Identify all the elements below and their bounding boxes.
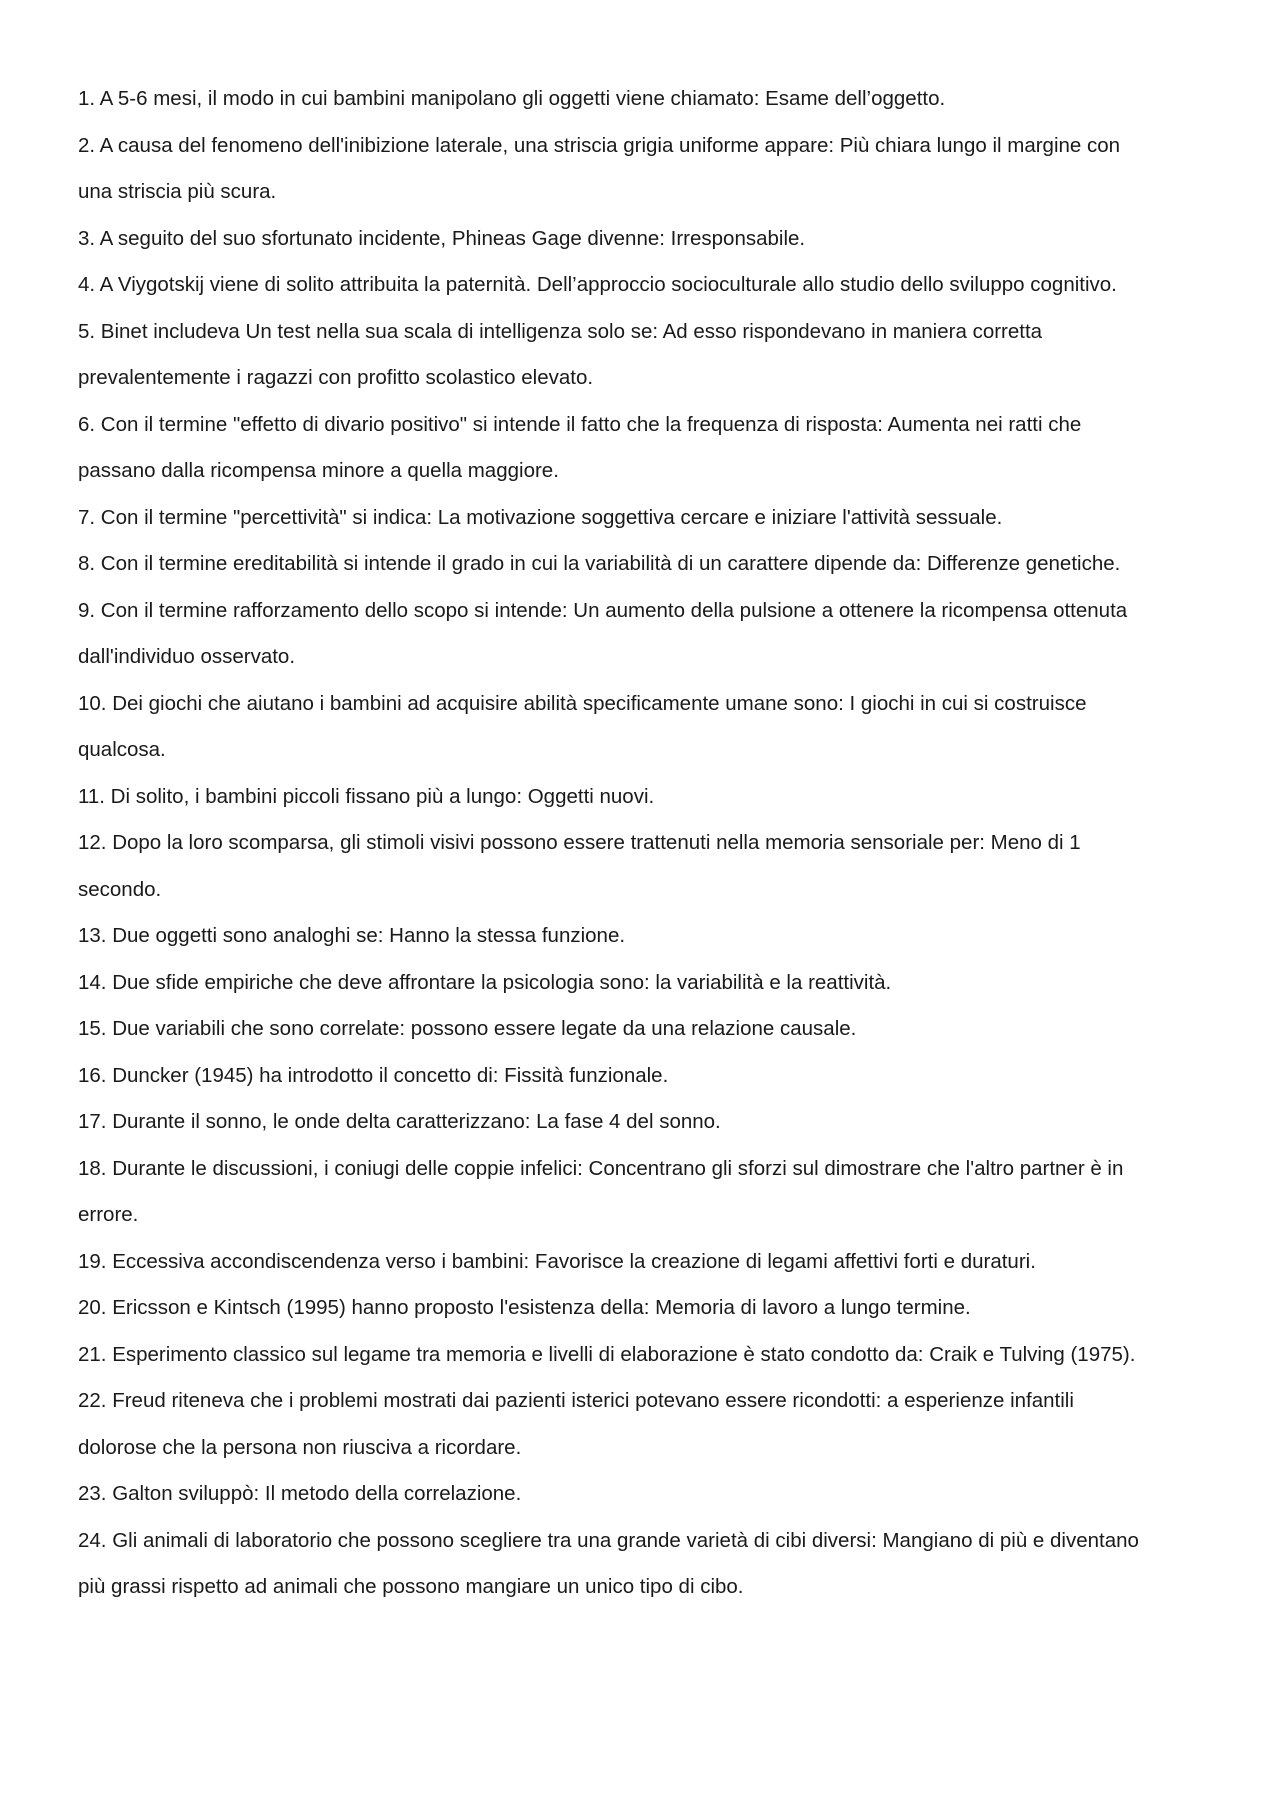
list-item: 19. Eccessiva accondiscendenza verso i bambini: Favorisce la creazione di legami affettivi forti e duraturi. — [78, 1249, 1036, 1273]
list-item: 8. Con il termine ereditabilità si intende il grado in cui la variabilità di un carattere dipende da: Differenze genetiche. — [78, 552, 1121, 575]
list-item: 3. A seguito del suo sfortunato incidente, Phineas Gage divenne: Irresponsabile. — [78, 226, 806, 250]
list-item: 1. A 5-6 mesi, il modo in cui bambini manipolano gli oggetti viene chiamato: Esame dell’oggetto. — [78, 87, 946, 110]
list-item: 4. A Viygotskij viene di solito attribuita la paternità. Dell’approccio socioculturale allo studio dello sviluppo cognitivo. — [78, 273, 1117, 296]
list-item: 12. Dopo la loro scomparsa, gli stimoli visivi possono essere trattenuti nella memoria sensoriale per: Meno di 1 secondo. — [78, 831, 1081, 901]
list-item: 22. Freud riteneva che i problemi mostrati dai pazienti isterici potevano essere ricondotti: a esperienze infantili dolorose che la persona non riusciva a ricordare. — [78, 1389, 1074, 1459]
list-item: 7. Con il termine "percettività" si indica: La motivazione soggettiva cercare e iniziare l'attività sessuale. — [78, 505, 1003, 529]
list-item: 21. Esperimento classico sul legame tra memoria e livelli di elaborazione è stato condotto da: Craik e Tulving (1975). — [78, 1342, 1136, 1366]
list-item: 20. Ericsson e Kintsch (1995) hanno proposto l'esistenza della: Memoria di lavoro a lungo termine. — [78, 1296, 971, 1319]
list-item: 24. Gli animali di laboratorio che possono scegliere tra una grande varietà di cibi diversi: Mangiano di più e diventano più grassi rispetto ad animali che possono mangiare un unico tipo di cibo. — [78, 1528, 1139, 1598]
list-item: 17. Durante il sonno, le onde delta caratterizzano: La fase 4 del sonno. — [78, 1110, 721, 1133]
question-list — [78, 76, 1143, 1611]
list-item: 2. A causa del fenomeno dell'inibizione laterale, una striscia grigia uniforme appare: Più chiara lungo il margine con una striscia più scura. — [78, 133, 1121, 203]
list-item: 5. Binet includeva Un test nella sua scala di intelligenza solo se: Ad esso rispondevano in maniera corretta prevalentemente i ragazzi con profitto scolastico elevato. — [78, 319, 1043, 389]
list-item: 15. Due variabili che sono correlate: possono essere legate da una relazione causale. — [78, 1017, 857, 1040]
list-item: 13. Due oggetti sono analoghi se: Hanno la stessa funzione. — [78, 924, 626, 947]
list-item: 23. Galton sviluppò: Il metodo della correlazione. — [78, 1482, 522, 1505]
list-item: 14. Due sfide empiriche che deve affrontare la psicologia sono: la variabilità e la reattività. — [78, 970, 892, 994]
list-item: 11. Di solito, i bambini piccoli fissano più a lungo: Oggetti nuovi. — [78, 784, 655, 808]
list-item: 10. Dei giochi che aiutano i bambini ad acquisire abilità specificamente umane sono: I giochi in cui si costruisce qualcosa. — [78, 691, 1087, 761]
list-item: 9. Con il termine rafforzamento dello scopo si intende: Un aumento della pulsione a ottenere la ricompensa ottenuta dall'individuo osservato. — [78, 598, 1128, 668]
list-item: 6. Con il termine "effetto di divario positivo" si intende il fatto che la frequenza di risposta: Aumenta nei ratti che passano dalla ricompensa minore a quella maggiore. — [78, 412, 1082, 482]
list-item: 18. Durante le discussioni, i coniugi delle coppie infelici: Concentrano gli sforzi sul dimostrare che l'altro partner è in errore. — [78, 1156, 1124, 1226]
list-item: 16. Duncker (1945) ha introdotto il concetto di: Fissità funzionale. — [78, 1063, 669, 1087]
